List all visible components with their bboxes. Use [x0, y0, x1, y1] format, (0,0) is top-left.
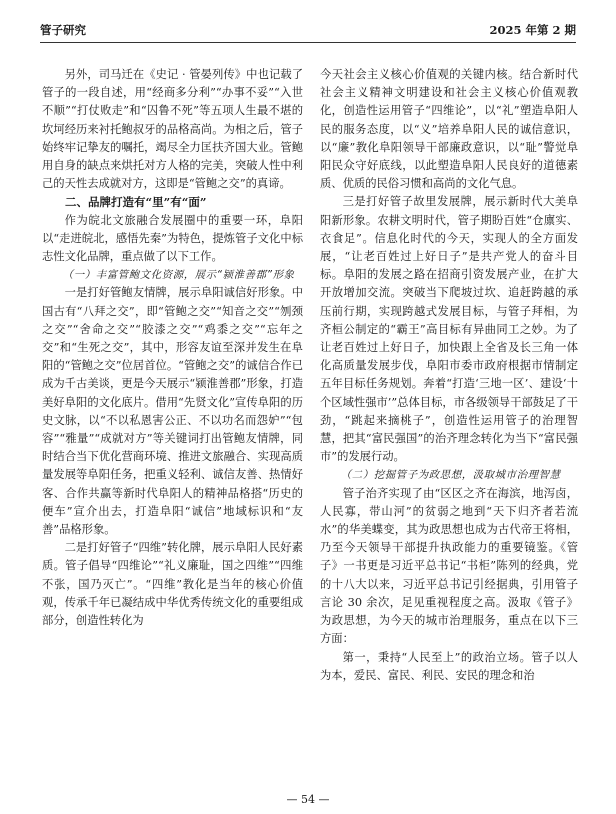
- journal-title: 管子研究: [40, 23, 86, 37]
- body-paragraph: 三是打好管子故里发展牌，展示新时代大美阜阳新形象。农耕文明时代，管子期盼百姓“仓廪实、衣食足”。信息化时代的今天，实现人的全方面发展，“让老百姓过上好日子”是共产党人的奋斗目标。阜阳的发展之路在招商引资发展产业，在扩大开放增加交流。突破当下爬坡过坎、追赶跨越的承压前行期，实现跨越式发展目标，与管子拜相，为齐桓公制定的“霸王”高目标有异曲同工之妙。为了让老百姓过上好日子，加快跟上全省及长三角一体化高质量发展步伐，阜阳市委市政府根据市情制定五年目标任务规划。奔着“打造‘三地一区’、建设‘十个区域性强市’”总体目标，市各级领导干部鼓足了干劲，“跳起来摘桃子”，创造性运用管子的治理智慧，把其“富民强国”的治齐理念转化为当下“富民强市”的发展行动。: [320, 195, 578, 464]
- right-column: [320, 66, 578, 685]
- left-column: [42, 66, 303, 630]
- issue-label: 2025 年第 2 期: [489, 23, 576, 37]
- subsection-heading: （一）丰富管鲍文化资源，展示“颍淮善郡”形象: [62, 269, 295, 282]
- body-paragraph: 一是打好管鲍友情牌，展示阜阳诚信好形象。中国古有“八拜之交”，即“管鲍之交”“知音之交”“刎颈之交”“舍命之交”“胶漆之交”“鸡黍之交”“忘年之交”和“生死之交”，其中，形容友谊至深并发生在阜阳的“管鲍之交”位居首位。“管鲍之交”的诚信合作已成为千古美谈，更是今天展示“颍淮善郡”形象，打造美好阜阳的文化底片。借用“先贤文化”宣传阜阳的历史文脉，以“不以私恩害公正、不以功名而怨妒”“包容”“雅量”“成就对方”等关键词打出管鲍友情牌，同时结合当下优化营商环境、推进文旅融合、实现高质量发展等阜阳任务，把重义轻利、诚信友善、热情好客、合作共赢等新时代阜阳人的精神品格搭“历史的便车”宣介出去，打造阜阳“诚信”地域标识和“友善”品格形象。: [42, 286, 303, 537]
- section-heading: 二、品牌打造有“里”有“面”: [65, 195, 207, 210]
- body-paragraph: 管子治齐实现了由“区区之齐在海滨，地泻卤，人民寡，带山河”的贫弱之地到“天下归齐者若流水”的华美蝶变，其为政思想也成为古代帝王将相，乃至今天领导干部提升执政能力的重要镜鉴。《管子》一书更是习近平总书记“书柜”陈列的经典，党的十八大以来，习近平总书记引经据典，引用管子言论 30 余次，足见重视程度之高。汲取《管子》为政思想，为今天的城市治理服务，重点在以下三方面：: [320, 486, 578, 646]
- subsection-heading: （二）挖掘管子为政思想，汲取城市治理智慧: [340, 469, 561, 482]
- body-paragraph: 第一，秉持“人民至上”的政治立场。管子以人为本，爱民、富民、利民、安民的理念和治: [320, 650, 578, 682]
- body-paragraph: 今天社会主义核心价值观的关键内核。结合新时代社会主义精神文明建设和社会主义核心价值观教化，创造性运用管子“四维论”，以“礼”塑造阜阳人民的服务态度，以“义”培养阜阳人民的诚信意识，以“廉”教化阜阳领导干部廉政意识，以“耻”警觉阜阳民众守好底线，以此塑造阜阳人民良好的道德素质、优质的民俗习惯和高尚的文化气息。: [320, 68, 578, 191]
- body-paragraph: 二是打好管子“四维”转化牌，展示阜阳人民好素质。管子倡导“四维论”“礼义廉耻，国之四维”“四维不张，国乃灭亡”。“四维”教化是当年的核心价值观，传承千年已凝结成中华优秀传统文化的重要组成部分，创造性转化为: [42, 541, 303, 628]
- page-number: — 54 —: [286, 793, 330, 806]
- body-paragraph: 另外，司马迁在《史记 · 管晏列传》中也记载了管子的一段自述，用“经商多分利”“办事不妥”“入世不顺”“打仗败走”和“囚鲁不死”等五项人生最不堪的坎坷经历来衬托鲍叔牙的品格高尚。为相之后，管子始终牢记挚友的嘱托，竭尽全力匡扶齐国大业。管鲍用自身的缺点来烘托对方人格的完美，突破人性中利己的天性去成就对方，这即是“管鲍之交”的真谛。: [42, 68, 303, 191]
- body-paragraph: 作为皖北文旅融合发展圈中的重要一环，阜阳以“走进皖北，感悟先秦”为特色，提炼管子文化中标志性文化品牌，重点做了以下工作。: [42, 213, 303, 264]
- running-header: [40, 22, 576, 43]
